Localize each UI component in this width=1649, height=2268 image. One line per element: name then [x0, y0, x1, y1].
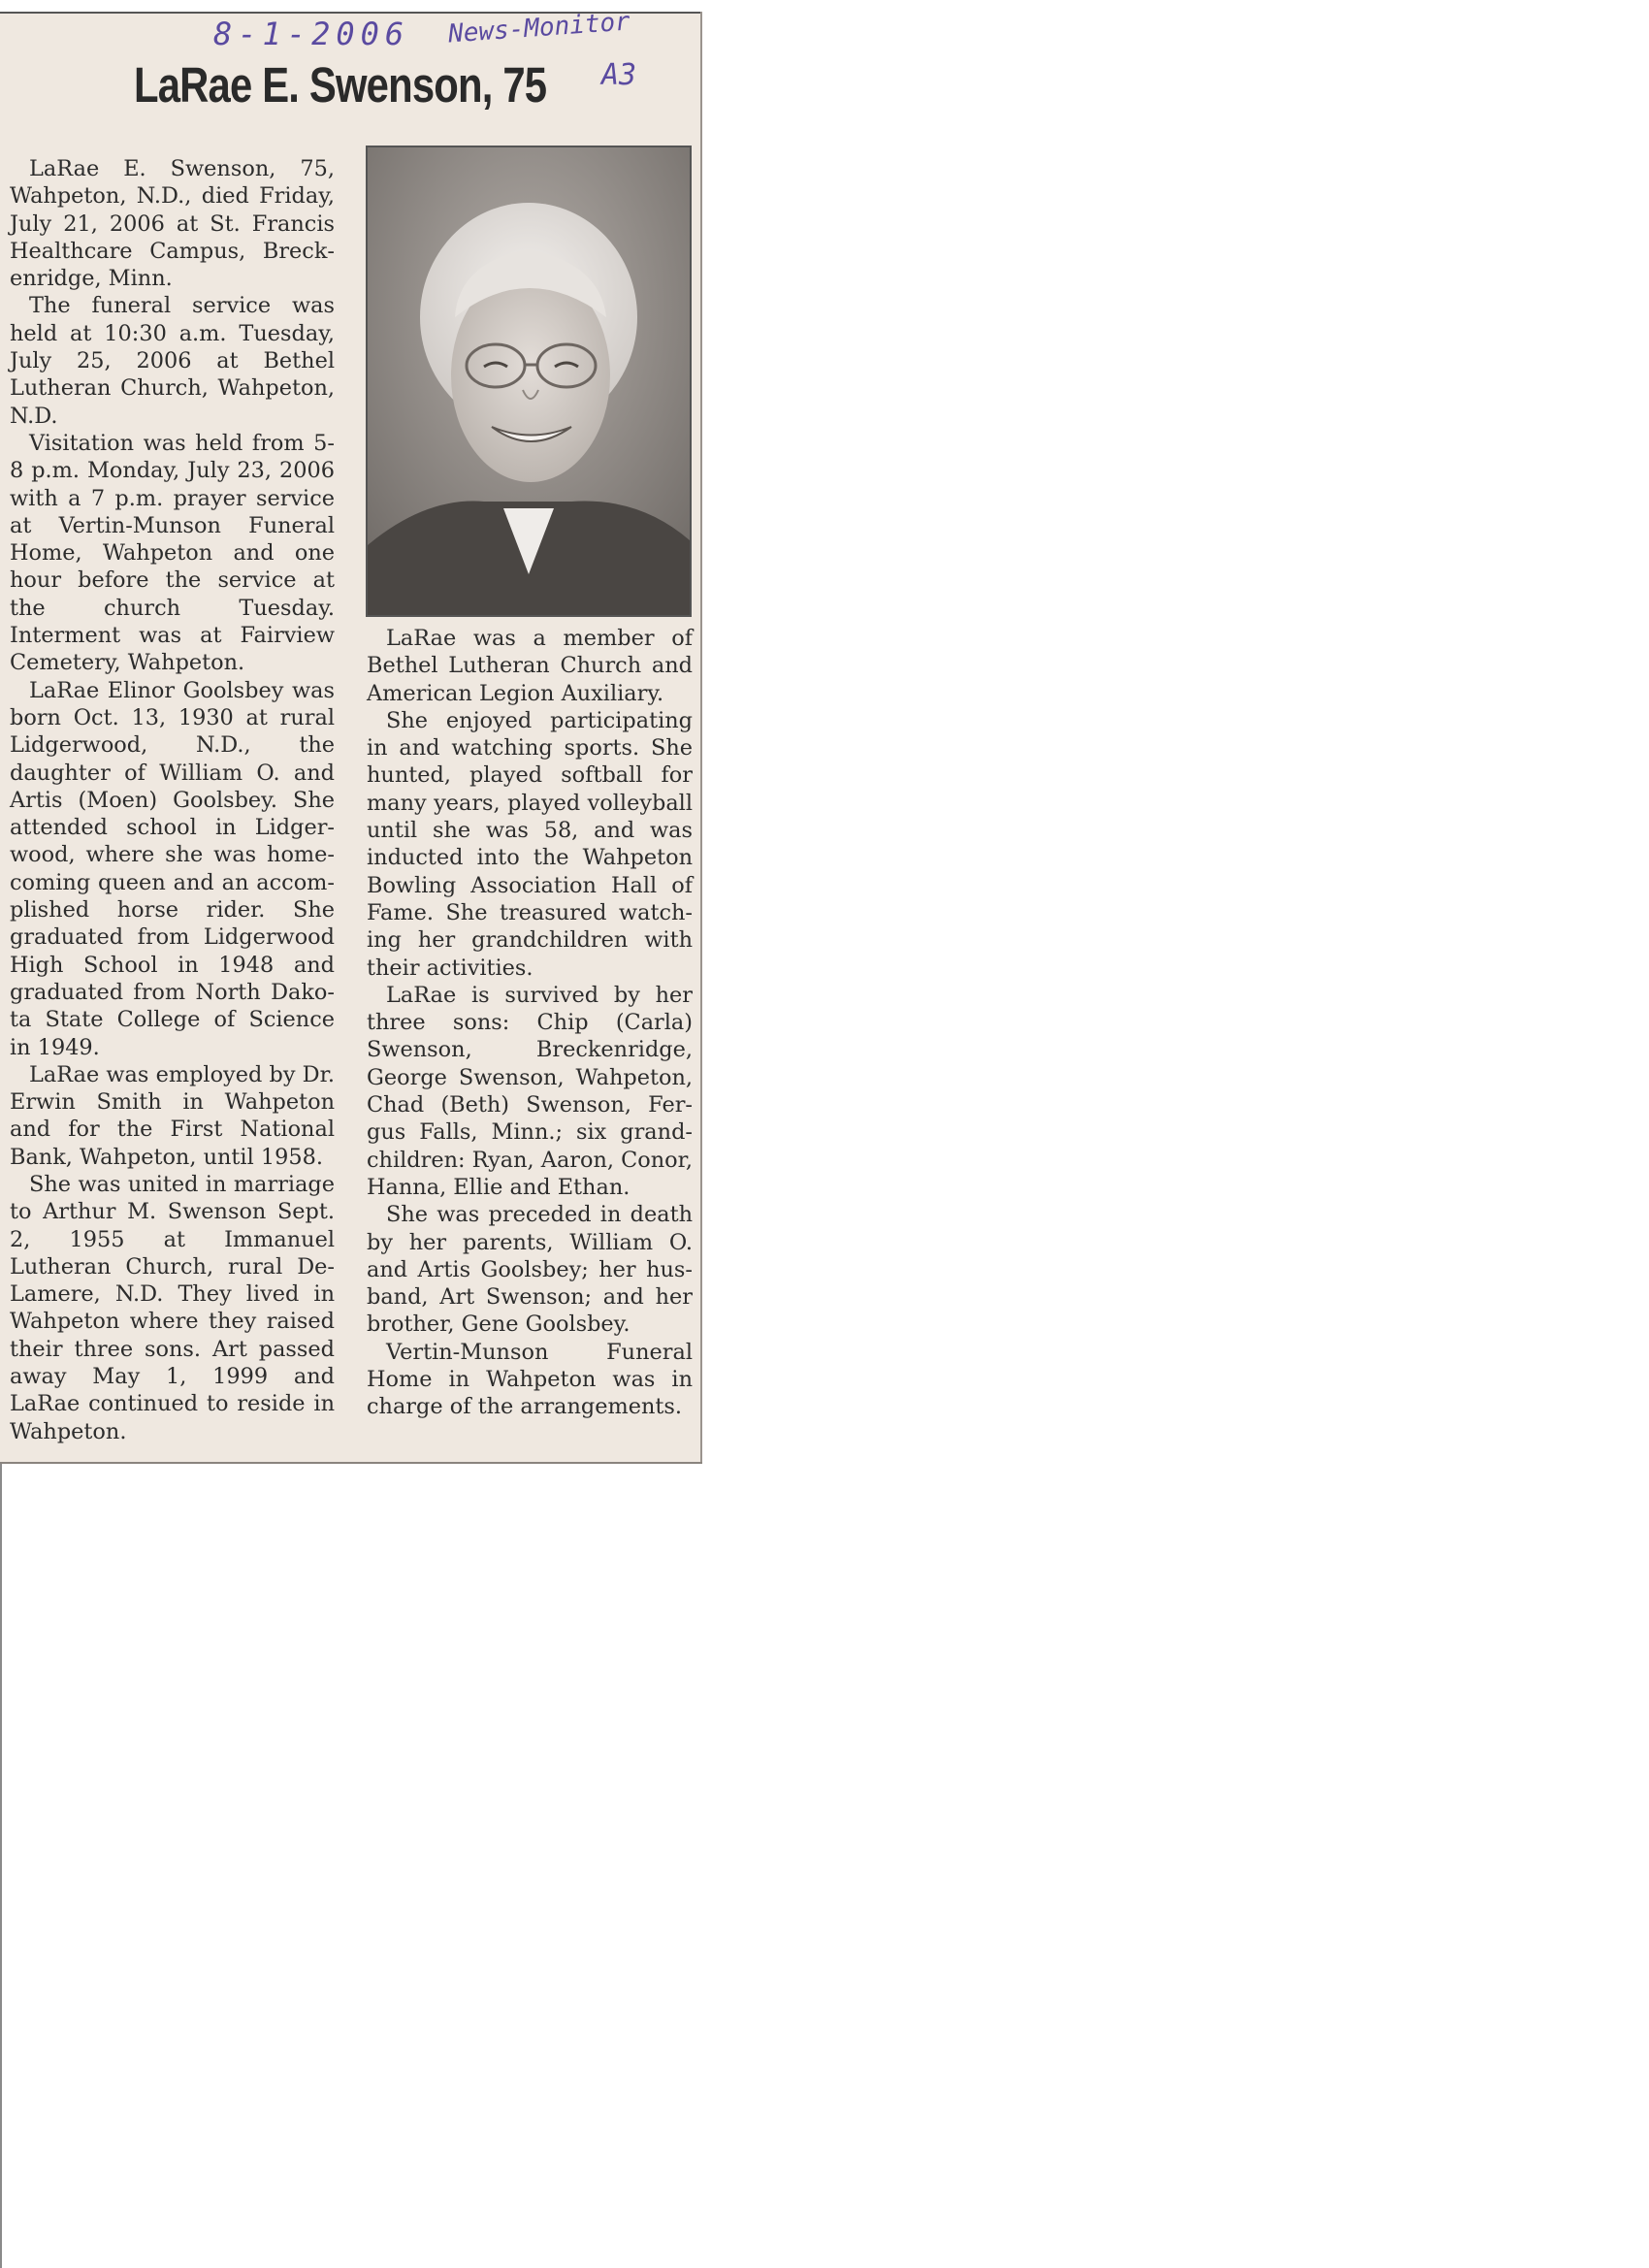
right-text-column — [367, 625, 693, 1421]
portrait-illustration — [368, 147, 690, 615]
clipping-edge-right — [700, 12, 702, 1463]
left-text-column — [10, 155, 335, 1445]
paragraph-interests: She enjoyed participating in and watching sports. She hunted, played softball for many years, played volleyball until she was 58, and was inducted into the Wahpeton Bowling Association Hall of Fame. She treasured watching her grandchildren with their activities. — [367, 707, 693, 981]
paragraph-funeral: The funeral service was held at 10:30 a.m. Tuesday, July 25, 2006 at Bethel Lutheran Church, Wahpeton, N.D. — [10, 293, 335, 429]
paragraph-arrangements: Vertin-Munson Funeral Home in Wahpeton was in charge of the arrangements. — [367, 1339, 693, 1420]
handwritten-page-number: A3 — [601, 58, 637, 92]
portrait-photo — [366, 146, 692, 617]
paragraph-visitation: Visitation was held from 5-8 p.m. Monday, July 23, 2006 with a 7 p.m. prayer service at Vertin-Munson Funeral Home, Wahpeton and one hour before the service at the church Tuesday. Interment was at Fairview Cemetery, Wahpeton. — [10, 430, 335, 676]
handwritten-paper-name: News-Monitor — [447, 7, 631, 49]
paragraph-birth: LaRae Elinor Goolsbey was born Oct. 13, 1930 at rural Lidgerwood, N.D., the daughter of William O. and Artis (Moen) Goolsbey. She attended school in Lidgerwood, where she was homecoming queen and an accomplished horse rider. She graduated from Lidgerwood High School in 1948 and graduated from North Dakota State College of Science in 1949. — [10, 677, 335, 1060]
paragraph-membership: LaRae was a member of Bethel Lutheran Church and American Legion Auxiliary. — [367, 626, 693, 706]
paragraph-employment: LaRae was employed by Dr. Erwin Smith in Wahpeton and for the First National Bank, Wahpeton, until 1958. — [10, 1061, 335, 1170]
paragraph-death: LaRae E. Swenson, 75, Wahpeton, N.D., died Friday, July 21, 2006 at St. Francis Healthcare Campus, Breckenridge, Minn. — [10, 156, 335, 292]
paragraph-preceded: She was preceded in death by her parents, William O. and Artis Goolsbey; her husband, Art Swenson; and her brother, Gene Goolsbey. — [367, 1202, 693, 1338]
obituary-headline: LaRae E. Swenson, 75 — [134, 57, 547, 113]
scan-edge-line — [0, 1464, 2, 2268]
paragraph-survivors: LaRae is survived by her three sons: Chip (Carla) Swenson, Breckenridge, George Swenson, Wahpeton, Chad (Beth) Swenson, Fergus Falls, Minn.; six grandchildren: Ryan, Aaron, Conor, Hanna, Ellie and Ethan. — [367, 982, 694, 1200]
handwritten-date: 8-1-2006 — [213, 16, 410, 52]
clipping-edge-bottom — [0, 1462, 702, 1464]
paragraph-marriage: She was united in marriage to Arthur M. Swenson Sept. 2, 1955 at Immanuel Lutheran Church, rural DeLamere, N.D. They lived in Wahpeton where they raised their three sons. Art passed away May 1, 1999 and LaRae continued to reside in Wahpeton. — [10, 1171, 335, 1444]
